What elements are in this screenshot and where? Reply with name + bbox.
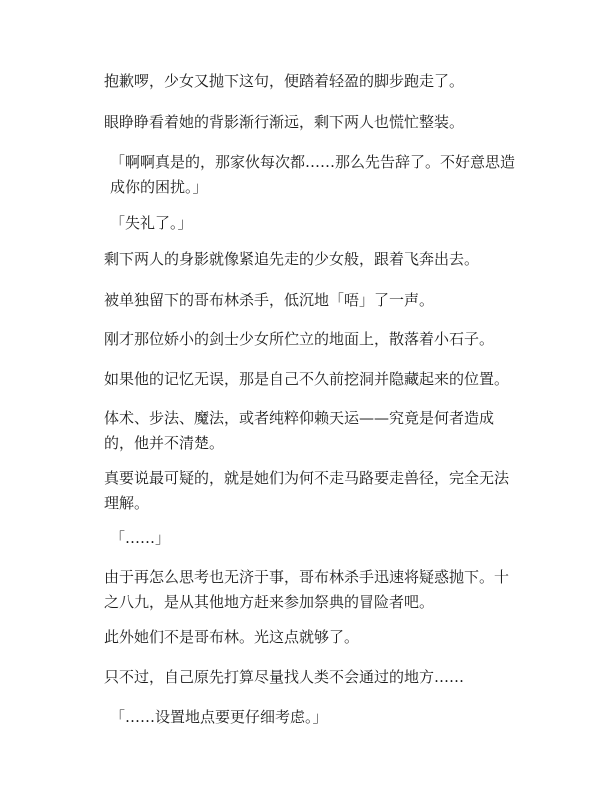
paragraph-5: 剩下两人的身影就像紧追先走的少女般，跟着飞奔出去。 bbox=[104, 250, 480, 268]
paragraph-8: 如果他的记忆无误，那是自己不久前挖洞并隐藏起来的位置。 bbox=[104, 370, 510, 388]
paragraph-11-dialogue: 「……」 bbox=[110, 529, 171, 547]
paragraph-4-dialogue: 「失礼了。」 bbox=[110, 214, 193, 232]
paragraph-15-dialogue: 「……设置地点要更仔细考虑。」 bbox=[110, 708, 328, 726]
paragraph-13: 此外她们不是哥布林。光这点就够了。 bbox=[104, 628, 360, 646]
paragraph-9: 体术、步法、魔法，或者纯粹仰赖天运——究竟是何者造成的，他并不清楚。 bbox=[104, 409, 495, 452]
paragraph-2: 眼睁睁看着她的背影渐行渐远，剩下两人也慌忙整装。 bbox=[104, 113, 465, 131]
paragraph-6: 被单独留下的哥布林杀手，低沉地「唔」了一声。 bbox=[104, 291, 435, 309]
paragraph-10: 真要说最可疑的，就是她们为何不走马路要走兽径，完全无法理解。 bbox=[104, 469, 510, 512]
paragraph-7: 刚才那位娇小的剑士少女所伫立的地面上，散落着小石子。 bbox=[104, 330, 495, 348]
paragraph-1: 抱歉啰，少女又抛下这句，便踏着轻盈的脚步跑走了。 bbox=[104, 72, 465, 90]
paragraph-12: 由于再怎么思考也无济于事，哥布林杀手迅速将疑惑抛下。十之八九，是从其他地方赶来参加祭典的冒险者吧。 bbox=[104, 568, 510, 611]
paragraph-3-dialogue: 「啊啊真是的，那家伙每次都……那么先告辞了。不好意思造成你的困扰。」 bbox=[110, 153, 516, 196]
paragraph-14: 只不过，自己原先打算尽量找人类不会通过的地方…… bbox=[104, 668, 465, 686]
